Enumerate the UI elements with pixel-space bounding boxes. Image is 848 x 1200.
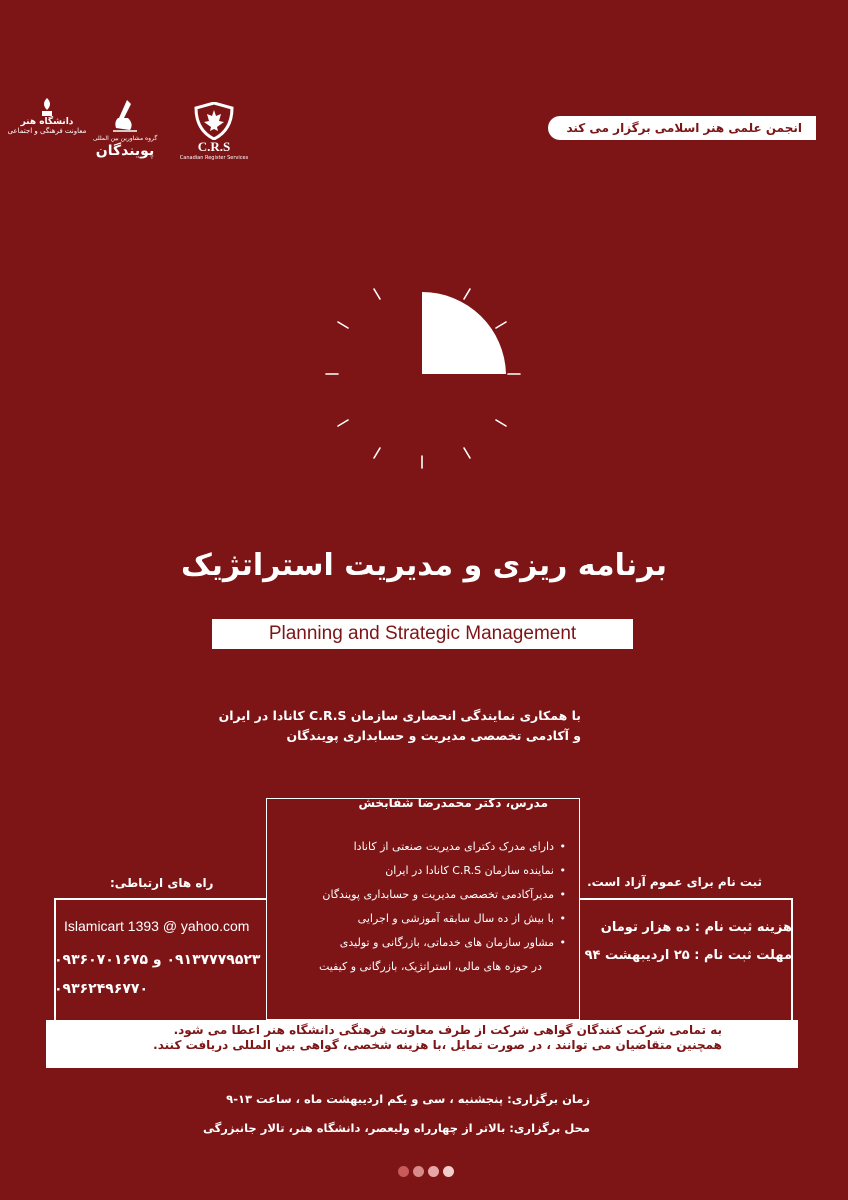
qualification-item: • مدیرآکادمی تخصصی مدیریت و حسابداری پویندگان [276, 883, 566, 907]
crs-logo-text: C.R.S [197, 139, 231, 154]
dot [413, 1166, 424, 1177]
page-dots [398, 1166, 454, 1177]
contact-phone-2: ۰۹۳۶۲۴۹۶۷۷۰ [54, 981, 148, 997]
dot [398, 1166, 409, 1177]
certificate-notice [46, 1020, 798, 1068]
teacher-qualifications [276, 835, 566, 979]
maple-shield-icon [192, 102, 236, 140]
contact-phones [54, 946, 260, 1004]
university-art-logo [7, 96, 87, 136]
certificate-line-1: به تمامی شرکت کنندگان گواهی شرکت از طرف معاونت فرهنگی دانشگاه هنر اعطا می شود. [173, 1023, 722, 1037]
qualification-item: • دارای مدرک دکترای مدیریت صنعتی از کانادا [276, 835, 566, 859]
right-divider [580, 898, 792, 900]
registration-fee: هزینه ثبت نام : ده هزار تومان [600, 920, 792, 935]
contact-phone-1: ۰۹۱۳۷۷۷۹۵۲۳ و ۰۹۳۶۰۷۰۱۶۷۵ [54, 952, 261, 968]
event-time: زمان برگزاری: پنجشنبه ، سی و یکم اردیبهشت ماه ، ساعت ۱۳-۹ [226, 1092, 590, 1106]
crs-logo-subtitle: Canadian Register Services [179, 155, 249, 161]
qualification-item: • نماینده سازمان C.R.S کانادا در ایران [276, 859, 566, 883]
left-divider [54, 898, 266, 900]
university-emblem-icon [36, 96, 58, 118]
dot [428, 1166, 439, 1177]
pooyandegan-logo-caption: گروه مشاورین بین المللی [92, 135, 158, 142]
certificate-line-2: همچنین متقاضیان می توانند ، در صورت تمایل ،با هزینه شخصی، گواهی بین المللی دریافت کنند. [153, 1037, 722, 1052]
university-logo-subtitle: معاونت فرهنگی و اجتماعی [7, 127, 87, 135]
dot [443, 1166, 454, 1177]
collaboration-text [219, 706, 581, 746]
contact-email: Islamicart 1393 @ yahoo.com [64, 918, 250, 934]
university-logo-text: دانشگاه هنر [20, 117, 74, 127]
qualification-item: • با بیش از ده سال سابقه آموزشی و اجرایی [276, 907, 566, 931]
registration-open-text: ثبت نام برای عموم آزاد است. [587, 875, 762, 889]
registration-deadline: مهلت ثبت نام : ۲۵ اردیبهشت ۹۴ [584, 948, 792, 963]
contact-title: راه های ارتباطی: [110, 876, 214, 890]
pooyandegan-logo [94, 98, 156, 159]
english-title: Planning and Strategic Management [212, 619, 633, 649]
organizer-banner: انجمن علمی هنر اسلامی برگزار می کند [548, 116, 816, 140]
event-place: محل برگزاری: بالاتر از چهارراه ولیعصر، دانشگاه هنر، تالار جانبزرگی [202, 1121, 590, 1135]
pooyandegan-logo-text: پویندگان [95, 143, 155, 159]
pen-hand-icon [110, 98, 140, 134]
qualification-item: • مشاور سازمان های خدماتی، بازرگانی و تولیدی [276, 931, 566, 955]
page-title: برنامه ریزی و مدیریت استراتژیک [180, 548, 668, 583]
clock-quarter-icon [318, 282, 530, 474]
qualification-item: در حوزه های مالی، استراتژیک، بازرگانی و کیفیت [318, 960, 542, 973]
collaboration-line-2: و آکادمی تخصصی مدیریت و حسابداری پویندگان [286, 728, 581, 743]
teacher-name: مدرس، دکتر محمدرضا شفابخش [358, 796, 548, 810]
collaboration-line-1: با همکاری نمایندگی انحصاری سازمان C.R.S کانادا در ایران [218, 708, 581, 723]
crs-logo [179, 102, 249, 163]
